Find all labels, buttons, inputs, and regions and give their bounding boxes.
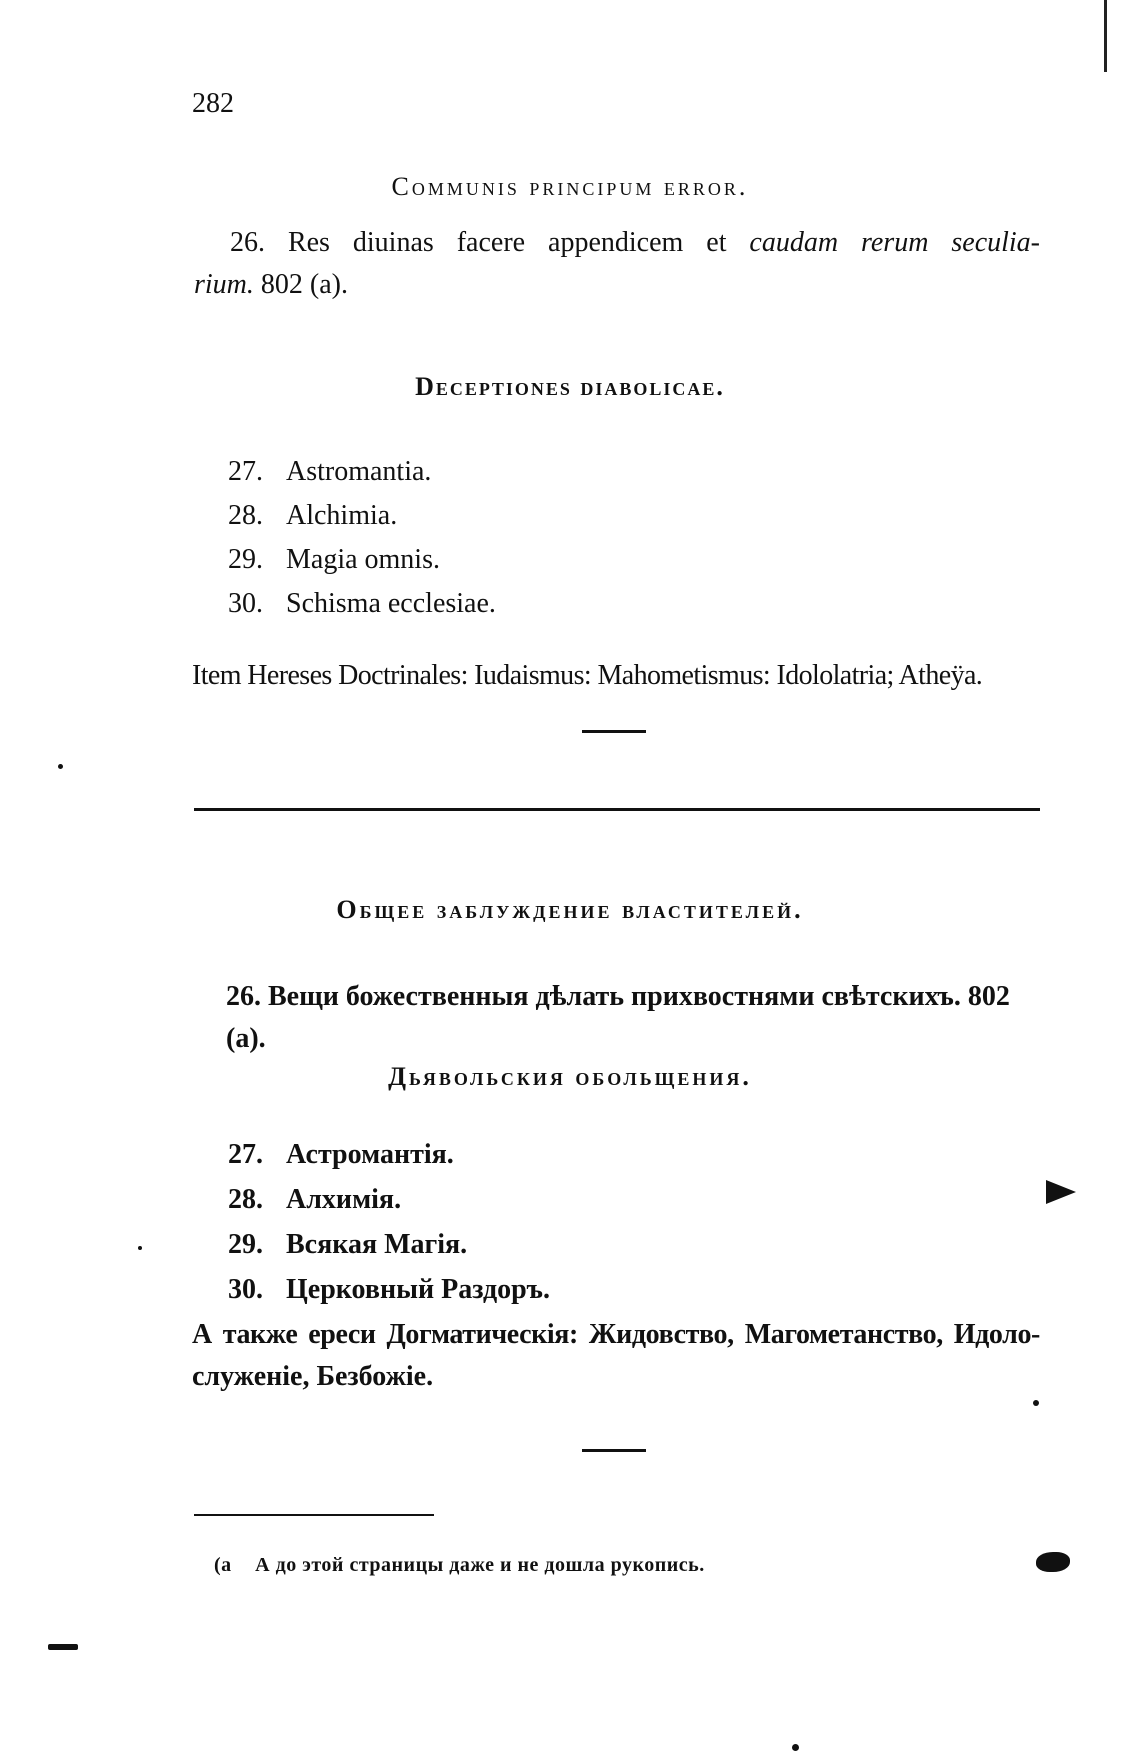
latin-item-26-line1 <box>194 222 1040 264</box>
section-dash <box>582 730 646 733</box>
list-item <box>228 538 496 582</box>
item-number: 30. <box>228 588 263 619</box>
scan-edge-mark <box>1104 0 1107 72</box>
scan-speck <box>1033 1400 1039 1406</box>
footnote <box>214 1554 705 1577</box>
item-number: 28. <box>228 500 263 531</box>
item-number: 29. <box>228 544 263 575</box>
list-item <box>228 450 496 494</box>
list-item <box>228 494 496 538</box>
scan-blot <box>1036 1552 1070 1572</box>
russian-item-26-text: Вещи божественныя дѣлать прихвостнями свѣтскихъ. 802 (а). <box>226 981 1010 1054</box>
page-number: 282 <box>192 88 234 119</box>
scan-speck <box>792 1744 799 1751</box>
footnote-rule <box>194 1514 434 1516</box>
latin-item-26-ref: 802 (a). <box>260 269 348 300</box>
scan-speck <box>138 1246 142 1250</box>
item-text: Schisma ecclesiae. <box>286 588 496 619</box>
footnote-text: А до этой страницы даже и не дошла рукопись. <box>255 1554 705 1576</box>
item-number: 27. <box>228 1139 263 1170</box>
scan-smudge <box>48 1644 78 1650</box>
item-text: Алхимія. <box>286 1184 402 1215</box>
item-number: 27. <box>228 456 263 487</box>
russian-heading-dyavolskiya: Дьявольския обольщения. <box>388 1062 752 1091</box>
item-text: Magia omnis. <box>286 544 440 575</box>
russian-item-26-number: 26. <box>226 981 261 1012</box>
list-item <box>228 1177 550 1222</box>
latin-item-26-line2 <box>194 264 1040 306</box>
russian-item-heresies-line1: А также ереси Догматическія: Жидовство, Магометанство, Идоло- <box>192 1319 1040 1350</box>
item-text: Церковный Раздоръ. <box>286 1274 551 1305</box>
latin-item-26-italic-end: rium. <box>194 269 254 300</box>
latin-heading-deceptiones: Deceptiones diabolicae. <box>415 372 725 401</box>
latin-item-26-text: Res diuinas facere appendicem et <box>287 227 727 258</box>
item-number: 30. <box>228 1274 263 1305</box>
list-item <box>228 1267 550 1312</box>
list-item <box>228 582 496 626</box>
latin-item-list <box>228 450 496 626</box>
russian-item-26 <box>226 976 1040 1060</box>
russian-heading-obshchee: Общее заблуждение властителей. <box>336 895 804 924</box>
item-text: Астромантія. <box>286 1139 454 1170</box>
section-divider-rule <box>194 808 1040 811</box>
item-text: Всякая Магія. <box>286 1229 468 1260</box>
latin-heading-communis: Communis principum error. <box>391 172 749 201</box>
scan-speck <box>58 764 63 769</box>
item-text: Astromantia. <box>286 456 432 487</box>
latin-item-26-italic: caudam rerum seculia- <box>749 227 1041 258</box>
item-text: Alchimia. <box>286 500 398 531</box>
scan-blot-arrow <box>1046 1180 1076 1204</box>
russian-item-list <box>228 1132 550 1312</box>
russian-item-heresies-line2: служеніе, Безбожіе. <box>192 1361 434 1392</box>
latin-item-hereses: Item Hereses Doctrinales: Iudaismus: Mahometismus: Idololatria; Atheÿa. <box>192 660 983 691</box>
list-item <box>228 1132 550 1177</box>
section-dash <box>582 1449 646 1452</box>
item-number: 28. <box>228 1184 263 1215</box>
footnote-mark: (а <box>214 1554 232 1576</box>
latin-item-26-number: 26. <box>230 227 265 258</box>
list-item <box>228 1222 550 1267</box>
item-number: 29. <box>228 1229 263 1260</box>
